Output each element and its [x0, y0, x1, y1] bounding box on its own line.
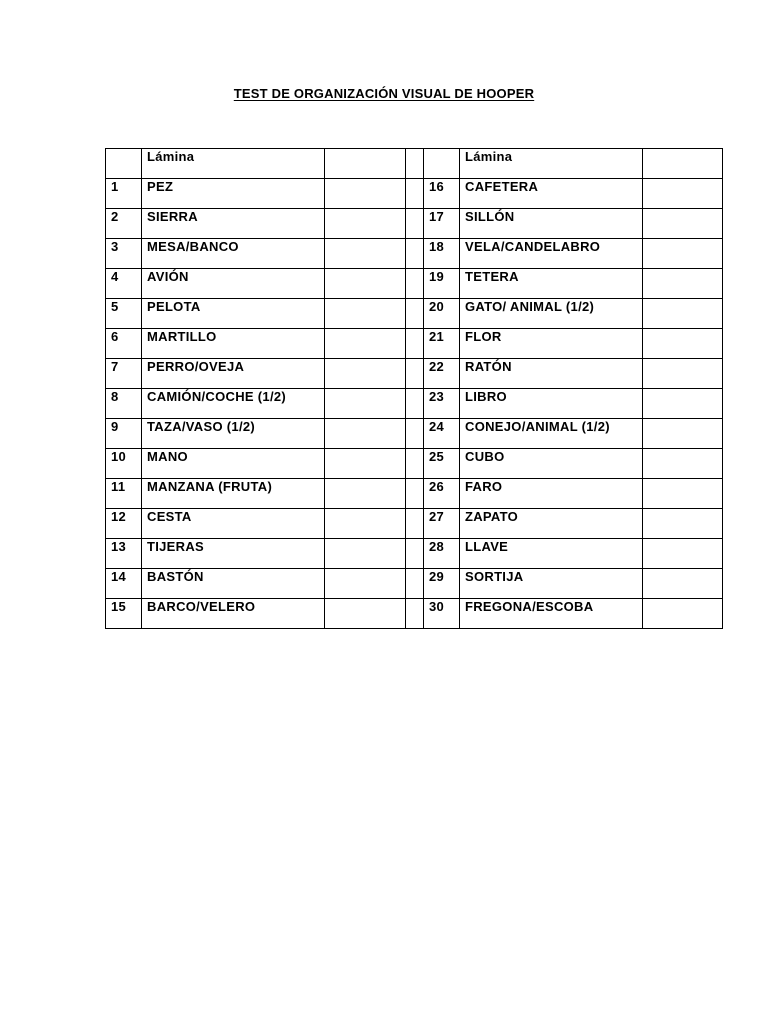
table-row: [106, 269, 723, 299]
right-score-cell: [643, 539, 723, 569]
left-score-cell: [325, 299, 406, 329]
spacer-header-cell: [406, 149, 424, 179]
document-title-text: TEST DE ORGANIZACIÓN VISUAL DE HOOPER: [233, 86, 535, 101]
left-number-header-cell: [106, 149, 142, 179]
spacer-cell: [406, 479, 424, 509]
left-score-cell: [325, 419, 406, 449]
left-number-cell: 13: [106, 539, 142, 569]
left-plate-cell: PEZ: [142, 179, 325, 209]
left-plate-cell: BASTÓN: [142, 569, 325, 599]
table-row: [106, 299, 723, 329]
left-score-cell: [325, 389, 406, 419]
left-number-cell: 15: [106, 599, 142, 629]
left-number-cell: 10: [106, 449, 142, 479]
left-number-cell: 4: [106, 269, 142, 299]
spacer-cell: [406, 239, 424, 269]
right-plate-cell: ZAPATO: [460, 509, 643, 539]
left-score-cell: [325, 329, 406, 359]
left-number-cell: 9: [106, 419, 142, 449]
right-number-cell: 19: [424, 269, 460, 299]
left-plate-cell: CESTA: [142, 509, 325, 539]
right-score-cell: [643, 509, 723, 539]
right-plate-cell: FREGONA/ESCOBA: [460, 599, 643, 629]
right-number-cell: 23: [424, 389, 460, 419]
left-plate-cell: MESA/BANCO: [142, 239, 325, 269]
spacer-cell: [406, 299, 424, 329]
table-row: [106, 209, 723, 239]
left-number-cell: 14: [106, 569, 142, 599]
left-score-cell: [325, 479, 406, 509]
right-score-cell: [643, 449, 723, 479]
right-score-cell: [643, 239, 723, 269]
spacer-cell: [406, 569, 424, 599]
plates-table: [105, 148, 723, 629]
right-plate-cell: TETERA: [460, 269, 643, 299]
right-plate-cell: FARO: [460, 479, 643, 509]
spacer-cell: [406, 539, 424, 569]
left-score-cell: [325, 509, 406, 539]
left-score-cell: [325, 599, 406, 629]
left-number-cell: 11: [106, 479, 142, 509]
left-number-cell: 2: [106, 209, 142, 239]
table-row: [106, 599, 723, 629]
left-score-cell: [325, 539, 406, 569]
left-number-cell: 1: [106, 179, 142, 209]
document-title: [0, 86, 768, 101]
left-plate-cell: AVIÓN: [142, 269, 325, 299]
table-row: [106, 419, 723, 449]
left-plate-cell: SIERRA: [142, 209, 325, 239]
right-number-header-cell: [424, 149, 460, 179]
right-plate-cell: FLOR: [460, 329, 643, 359]
left-number-cell: 3: [106, 239, 142, 269]
right-number-cell: 18: [424, 239, 460, 269]
right-number-cell: 30: [424, 599, 460, 629]
right-number-cell: 29: [424, 569, 460, 599]
right-plate-cell: SORTIJA: [460, 569, 643, 599]
left-number-cell: 8: [106, 389, 142, 419]
table-row: [106, 539, 723, 569]
right-number-cell: 20: [424, 299, 460, 329]
left-plate-cell: MANO: [142, 449, 325, 479]
left-score-cell: [325, 179, 406, 209]
left-score-cell: [325, 569, 406, 599]
spacer-cell: [406, 209, 424, 239]
left-plate-cell: MARTILLO: [142, 329, 325, 359]
left-plate-cell: PELOTA: [142, 299, 325, 329]
right-number-cell: 28: [424, 539, 460, 569]
right-number-cell: 16: [424, 179, 460, 209]
spacer-cell: [406, 389, 424, 419]
right-number-cell: 22: [424, 359, 460, 389]
right-plate-cell: CAFETERA: [460, 179, 643, 209]
right-plate-cell: GATO/ ANIMAL (1/2): [460, 299, 643, 329]
table-row: [106, 479, 723, 509]
left-plate-cell: MANZANA (FRUTA): [142, 479, 325, 509]
header-row: [106, 149, 723, 179]
left-number-cell: 6: [106, 329, 142, 359]
right-plate-cell: LLAVE: [460, 539, 643, 569]
left-score-cell: [325, 269, 406, 299]
right-number-cell: 26: [424, 479, 460, 509]
right-plate-header-cell: Lámina: [460, 149, 643, 179]
left-plate-cell: BARCO/VELERO: [142, 599, 325, 629]
right-plate-cell: VELA/CANDELABRO: [460, 239, 643, 269]
right-number-cell: 21: [424, 329, 460, 359]
right-plate-cell: CONEJO/ANIMAL (1/2): [460, 419, 643, 449]
spacer-cell: [406, 449, 424, 479]
table-row: [106, 509, 723, 539]
spacer-cell: [406, 269, 424, 299]
table-row: [106, 569, 723, 599]
table-row: [106, 359, 723, 389]
right-score-header-cell: [643, 149, 723, 179]
table-row: [106, 179, 723, 209]
right-plate-cell: RATÓN: [460, 359, 643, 389]
table-row: [106, 449, 723, 479]
right-score-cell: [643, 569, 723, 599]
left-score-cell: [325, 209, 406, 239]
right-score-cell: [643, 599, 723, 629]
right-score-cell: [643, 359, 723, 389]
plates-table-body: [106, 149, 723, 629]
right-score-cell: [643, 209, 723, 239]
left-number-cell: 5: [106, 299, 142, 329]
left-plate-cell: CAMIÓN/COCHE (1/2): [142, 389, 325, 419]
right-number-cell: 25: [424, 449, 460, 479]
left-plate-header-cell: Lámina: [142, 149, 325, 179]
left-number-cell: 12: [106, 509, 142, 539]
left-score-cell: [325, 239, 406, 269]
right-plate-cell: LIBRO: [460, 389, 643, 419]
right-number-cell: 27: [424, 509, 460, 539]
spacer-cell: [406, 419, 424, 449]
spacer-cell: [406, 599, 424, 629]
right-score-cell: [643, 389, 723, 419]
right-score-cell: [643, 179, 723, 209]
left-plate-cell: TAZA/VASO (1/2): [142, 419, 325, 449]
right-score-cell: [643, 269, 723, 299]
right-number-cell: 17: [424, 209, 460, 239]
left-score-cell: [325, 359, 406, 389]
left-score-header-cell: [325, 149, 406, 179]
right-score-cell: [643, 329, 723, 359]
right-plate-cell: CUBO: [460, 449, 643, 479]
table-row: [106, 239, 723, 269]
table-row: [106, 329, 723, 359]
right-score-cell: [643, 299, 723, 329]
right-plate-cell: SILLÓN: [460, 209, 643, 239]
spacer-cell: [406, 329, 424, 359]
right-score-cell: [643, 479, 723, 509]
right-score-cell: [643, 419, 723, 449]
spacer-cell: [406, 509, 424, 539]
table-row: [106, 389, 723, 419]
right-number-cell: 24: [424, 419, 460, 449]
left-plate-cell: PERRO/OVEJA: [142, 359, 325, 389]
left-plate-cell: TIJERAS: [142, 539, 325, 569]
left-number-cell: 7: [106, 359, 142, 389]
left-score-cell: [325, 449, 406, 479]
spacer-cell: [406, 359, 424, 389]
spacer-cell: [406, 179, 424, 209]
